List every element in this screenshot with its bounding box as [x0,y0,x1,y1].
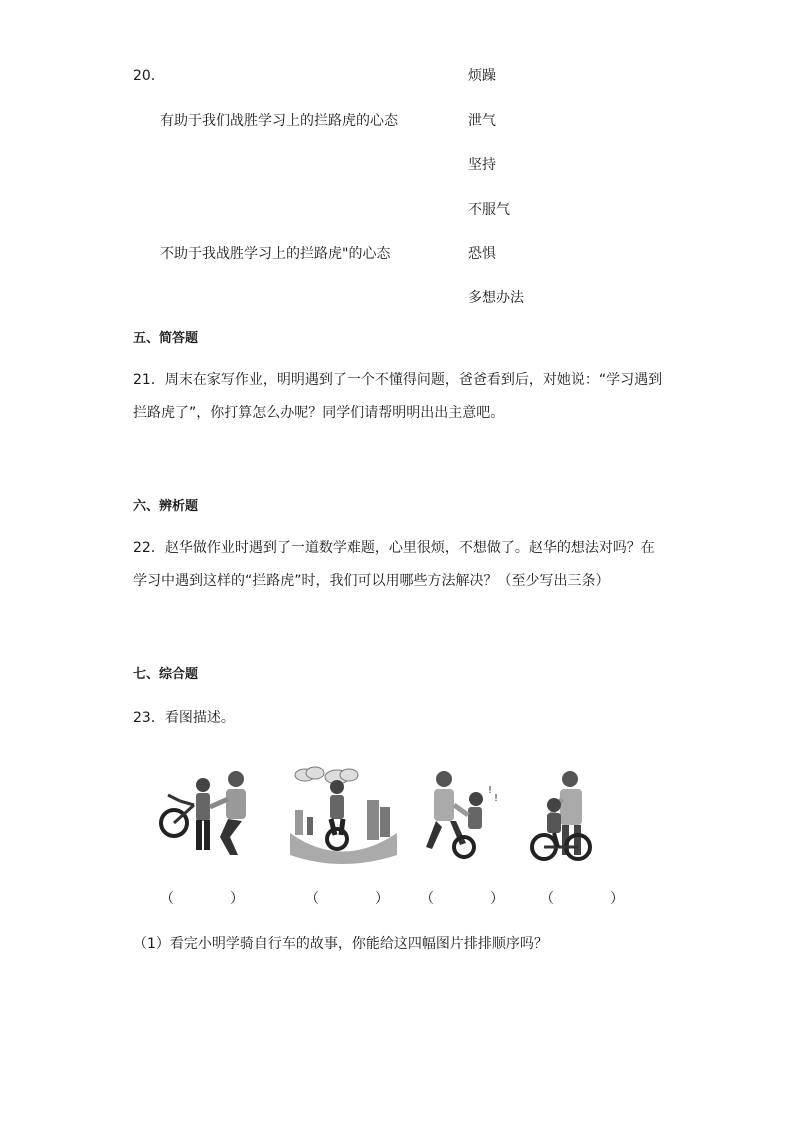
q20-left-item-2: 不助于我战胜学习上的拦路虎"的心态 [160,246,391,262]
q20-right-item-3: 坚持 [468,157,496,173]
q23-text: 23．看图描述。 [133,710,235,726]
q20-right-item-4: 不服气 [468,202,510,218]
picture-2 [285,765,400,867]
q23-blank-1: （ ） [160,891,244,907]
q20-right-item-6: 多想办法 [468,290,524,306]
svg-text:!: ! [488,785,493,796]
q20-left-item-1: 有助于我们战胜学习上的拦路虎的心态 [160,113,398,129]
q21-text: 21．周末在家写作业，明明遇到了一个不懂得问题，爸爸看到后，对她说：“学习遇到拦路虎了”，你打算怎么办呢？同学们请帮明明出出主意吧。 [133,372,663,421]
q23-blank-2: （ ） [305,891,389,907]
q20-right-item-2: 泄气 [468,113,496,129]
picture-4 [528,765,628,865]
svg-text:!: ! [494,793,499,804]
picture-1 [158,765,258,865]
section-7-title: 七、综合题 [133,667,199,682]
picture-3 [420,765,510,865]
q20-right-item-1: 烦躁 [468,68,496,84]
q20-number: 20． [133,68,165,84]
q23-sub-question-1: （1）看完小明学骑自行车的故事，你能给这四幅图片排排顺序吗？ [133,936,548,952]
q23-blank-3: （ ） [420,891,504,907]
q23-blank-4: （ ） [540,891,624,907]
section-6-title: 六、辨析题 [133,499,199,514]
q22-text: 22．赵华做作业时遇到了一道数学难题，心里很烦，不想做了。赵华的想法对吗？在学习中遇到这样的“拦路虎”时，我们可以用哪些方法解决？（至少写出三条） [133,540,655,589]
q20-right-item-5: 恐惧 [468,246,496,262]
section-5-title: 五、简答题 [133,331,199,346]
